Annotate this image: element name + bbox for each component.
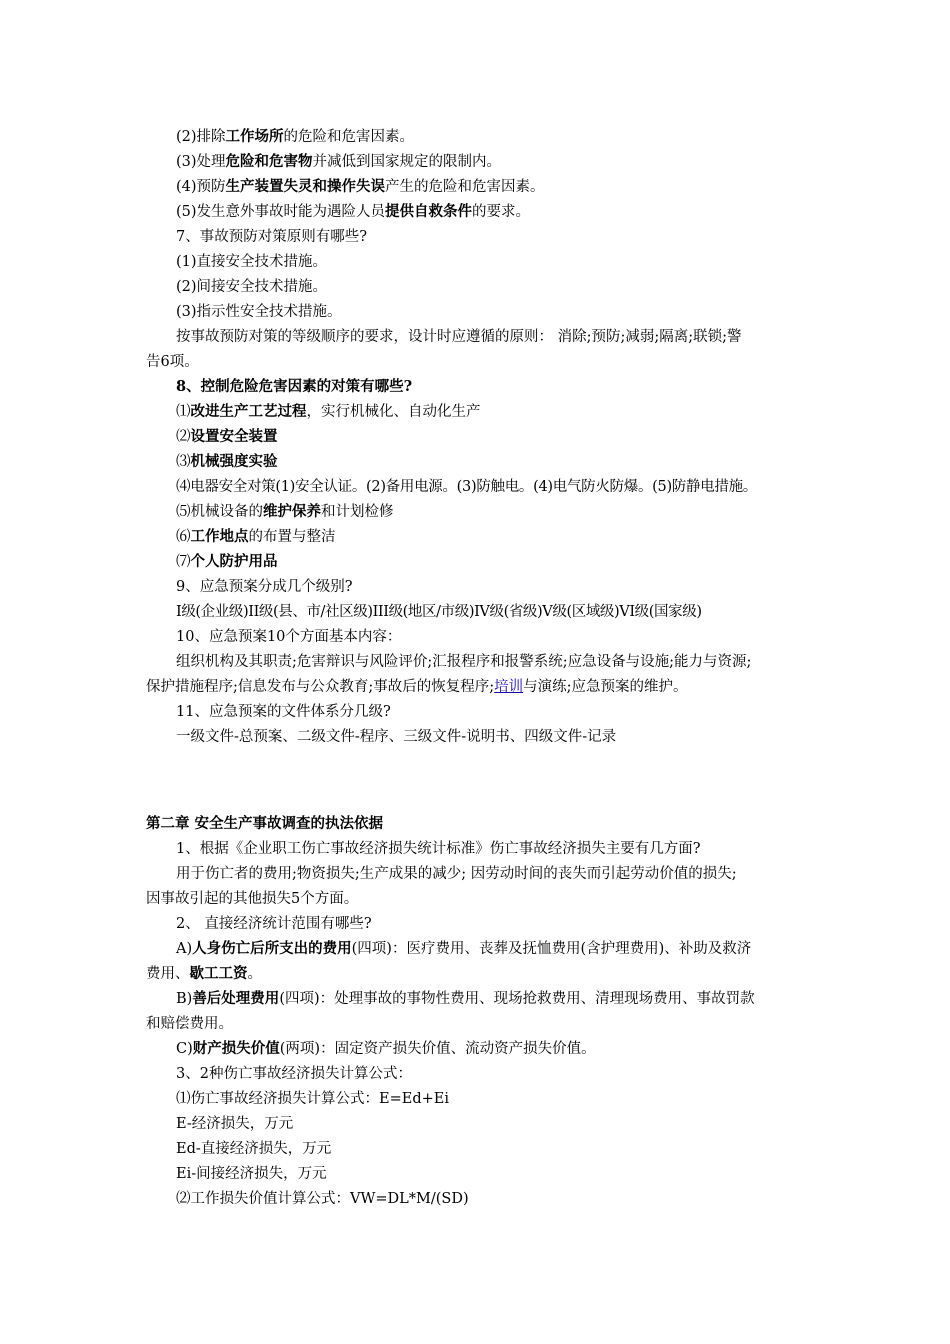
ch2-answer-1-line-2: 因事故引起的其他损失5个方面。 [146,891,359,907]
answer-7-item-2: (2)间接安全技术措施。 [176,279,328,295]
answer-10-line-1: 组织机构及其职责;危害辩识与风险评价;汇报程序和报警系统;应急设备与设施;能力与资源; [176,654,752,670]
answer-8-item-1: ⑴改进生产工艺过程，实行机械化、自动化生产 [176,403,481,420]
ch2-answer-2-c: C)财产损失价值(两项)：固定资产损失价值、流动资产损失价值。 [176,1040,596,1057]
answer-11: 一级文件-总预案、二级文件-程序、三级文件-说明书、四级文件-记录 [176,729,617,745]
item-5-self-rescue: (5)发生意外事故时能为遇险人员提供自救条件的要求。 [176,203,531,220]
answer-7-paragraph: 按事故预防对策的等级顺序的要求，设计时应遵循的原则： 消除;预防;减弱;隔离;联锁;警 [176,329,742,345]
answer-8-item-5: ⑸机械设备的维护保养和计划检修 [176,503,394,520]
formula-1: ⑴伤亡事故经济损失计算公式：E=Ed+Ei [176,1091,449,1107]
formula-2: ⑵工作损失价值计算公式：VW=DL*M/(SD) [176,1191,469,1207]
ch2-answer-2-a: A)人身伤亡后所支出的费用(四项)：医疗费用、丧葬及抚恤费用(含护理费用)、补助及救济 [176,940,752,957]
answer-8-item-4: ⑷电器安全对策(1)安全认证。(2)备用电源。(3)防触电。(4)电气防火防爆。(5)防静电措施。 [176,479,757,495]
answer-7-paragraph-cont: 告6项。 [146,354,199,370]
ch2-answer-2-a-cont: 费用、歇工工资。 [146,965,262,982]
training-link[interactable]: 培训 [494,679,524,695]
ch2-answer-2-b: B)善后处理费用(四项)：处理事故的事物性费用、现场抢救费用、清理现场费用、事故罚款 [176,990,755,1007]
item-4-prevent-failures: (4)预防生产装置失灵和操作失误产生的危险和危害因素。 [176,178,545,195]
item-3-handle-hazards: (3)处理危险和危害物并减低到国家规定的限制内。 [176,153,502,170]
answer-7-item-1: (1)直接安全技术措施。 [176,254,328,270]
question-10: 10、应急预案10个方面基本内容： [176,629,402,645]
ch2-question-1: 1、根据《企业职工伤亡事故经济损失统计标准》伤亡事故经济损失主要有几方面? [176,841,701,857]
question-9: 9、应急预案分成几个级别? [176,579,353,595]
question-7: 7、事故预防对策原则有哪些? [176,229,367,245]
ch2-answer-1-line-1: 用于伤亡者的费用;物资损失;生产成果的减少; 因劳动时间的丧失而引起劳动价值的损失; [176,866,737,882]
formula-1-var-ei: Ei-间接经济损失，万元 [176,1166,327,1182]
answer-8-item-6: ⑹工作地点的布置与整洁 [176,528,336,545]
answer-8-item-3: ⑶机械强度实验 [176,453,278,470]
ch2-answer-2-b-cont: 和赔偿费用。 [146,1016,233,1032]
question-8: 8、控制危险危害因素的对策有哪些? [176,378,413,395]
answer-8-item-2: ⑵设置安全装置 [176,428,278,445]
answer-7-item-3: (3)指示性安全技术措施。 [176,304,342,320]
answer-8-item-7: ⑺个人防护用品 [176,553,278,570]
answer-10-line-2: 保护措施程序;信息发布与公众教育;事故后的恢复程序;培训与演练;应急预案的维护。 [146,679,688,695]
ch2-question-3: 3、2种伤亡事故经济损失计算公式： [176,1066,412,1082]
formula-1-var-ed: Ed-直接经济损失，万元 [176,1141,332,1157]
formula-1-var-e: E-经济损失，万元 [176,1116,294,1132]
question-11: 11、应急预案的文件体系分几级? [176,704,391,720]
ch2-question-2: 2、 直接经济统计范围有哪些? [176,916,372,932]
chapter-2-heading: 第二章 安全生产事故调查的执法依据 [146,815,384,832]
answer-9: I级(企业级)II级(县、市/社区级)III级(地区/市级)IV级(省级)V级(区域级)VI级(国家级) [176,604,702,620]
item-2-remove-hazards: (2)排除工作场所的危险和危害因素。 [176,128,415,145]
